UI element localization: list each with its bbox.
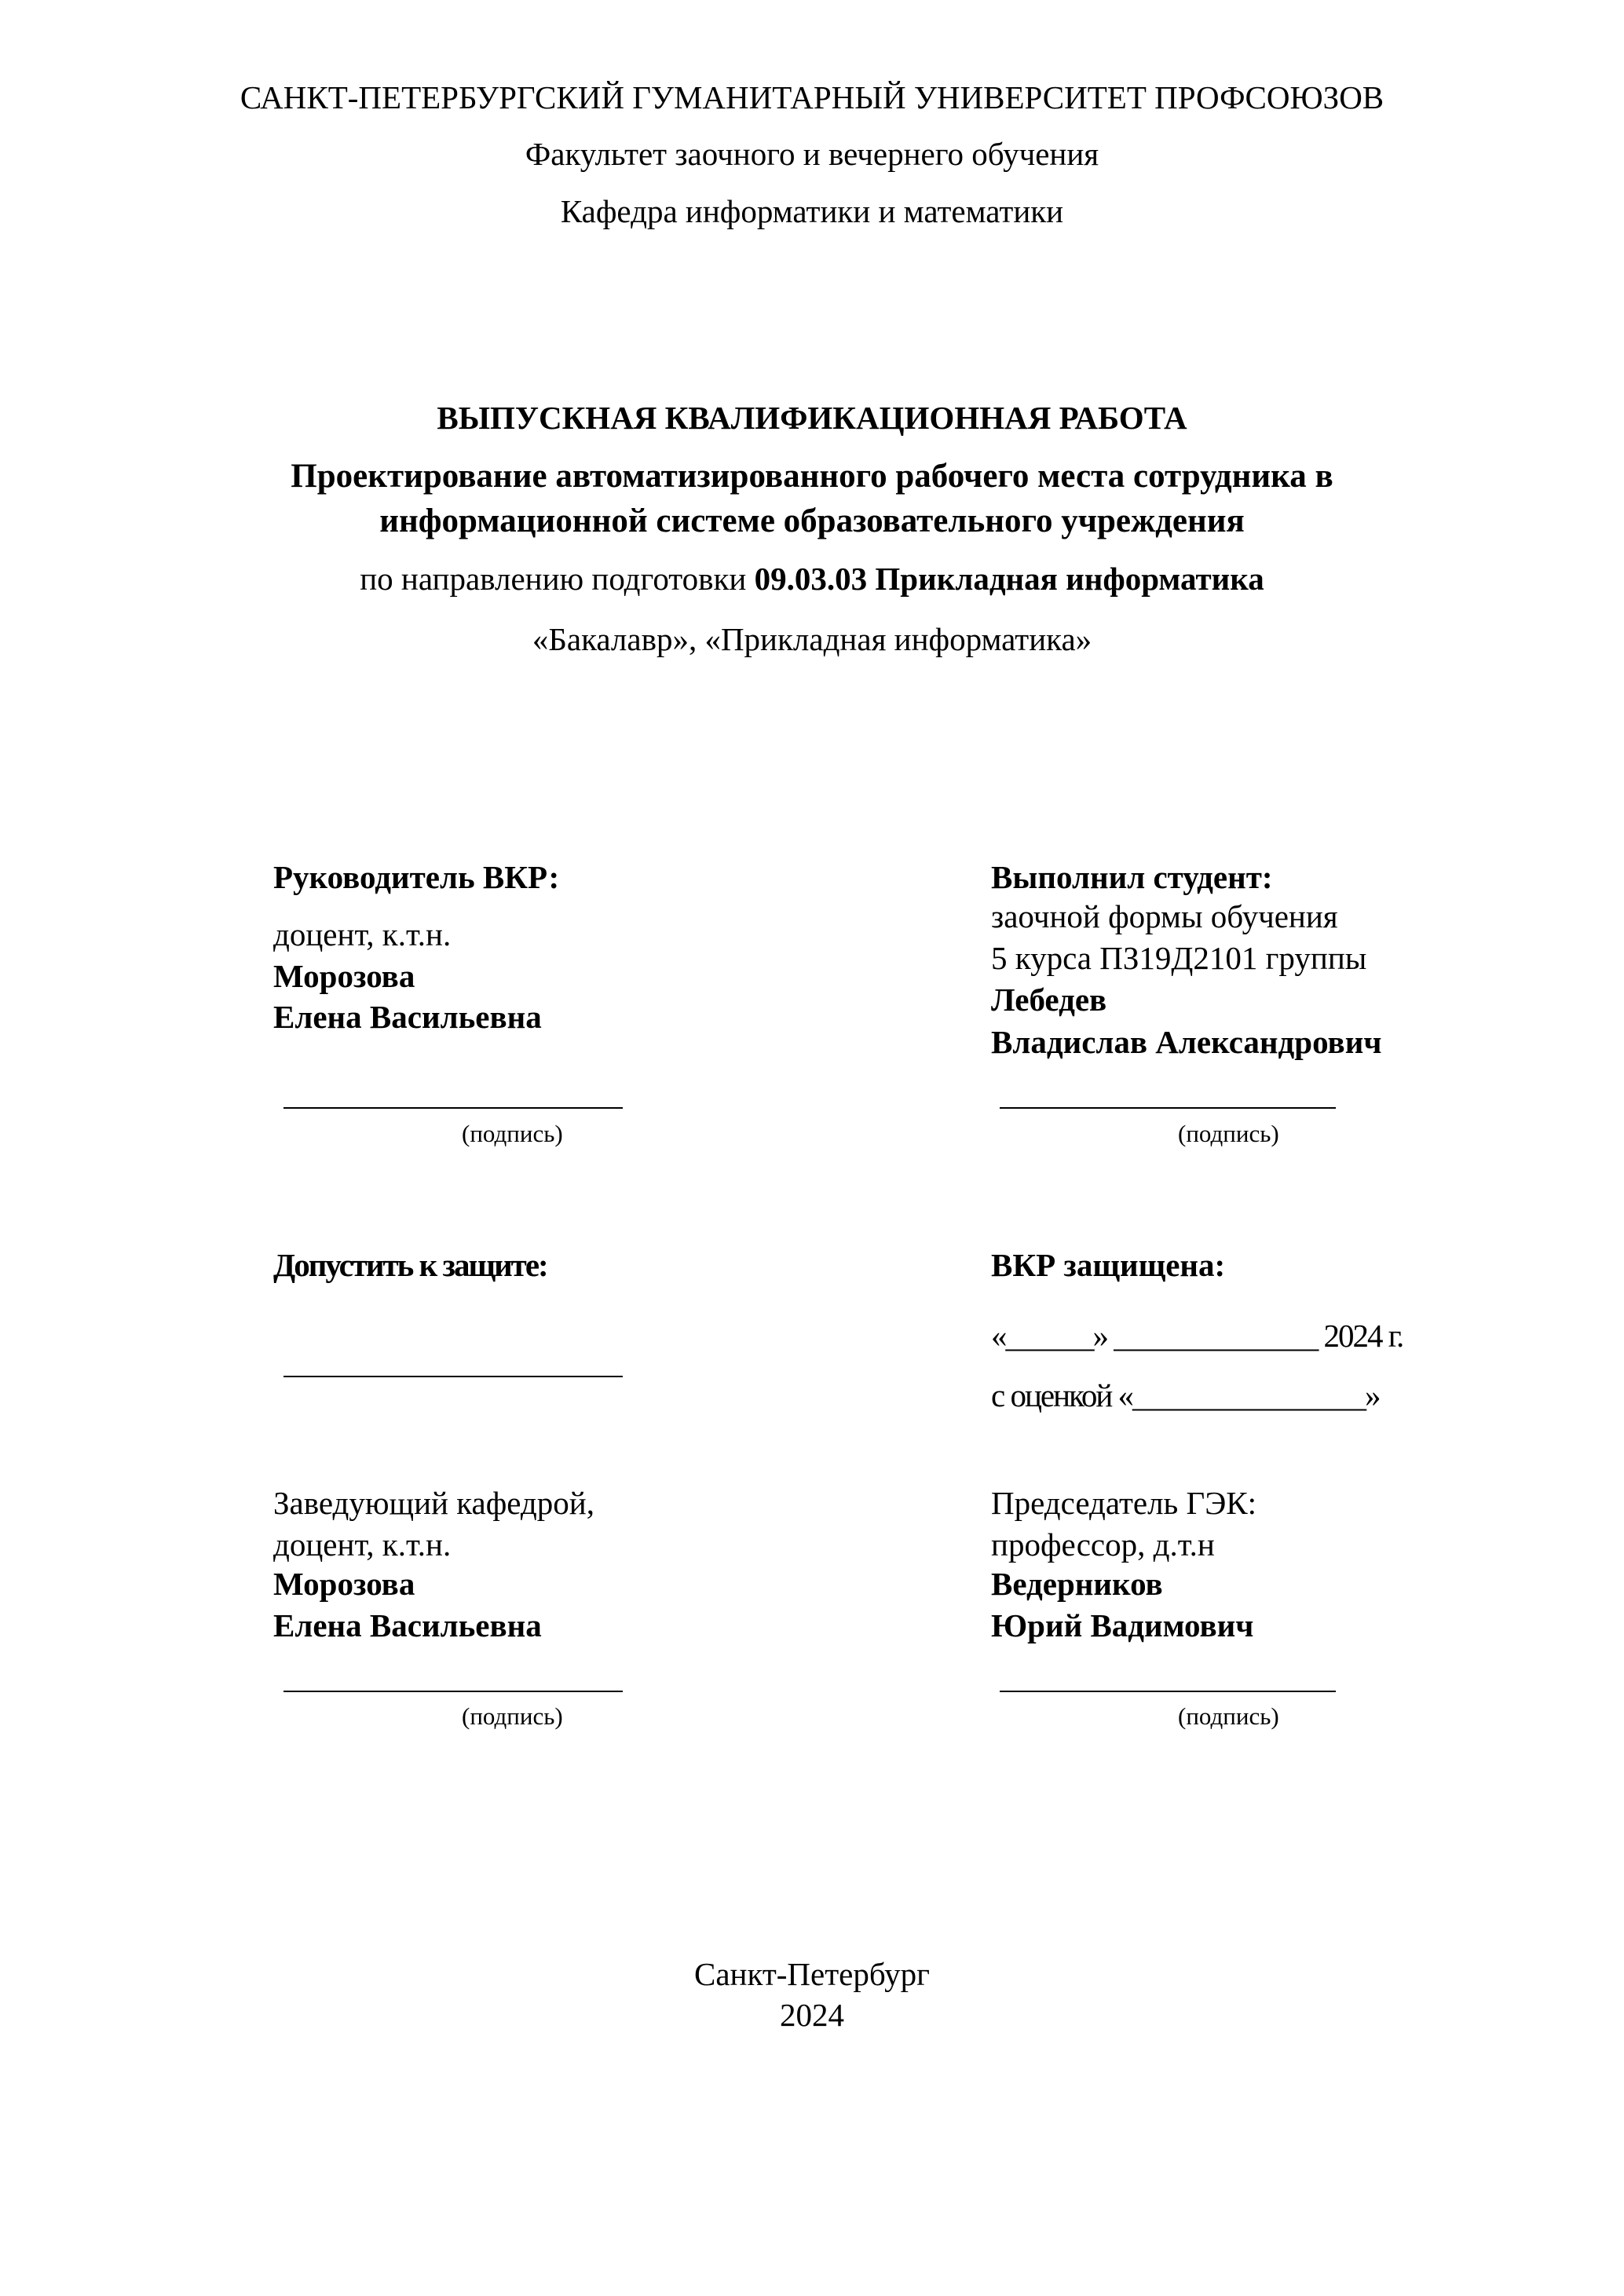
head-label: Заведующий кафедрой,	[273, 1485, 594, 1521]
chairman-surname: Ведерников	[991, 1566, 1163, 1602]
direction-code: 09.03.03 Прикладная информатика	[754, 561, 1264, 597]
work-type: ВЫПУСКНАЯ КВАЛИФИКАЦИОННАЯ РАБОТА	[437, 400, 1187, 436]
student-surname: Лебедев	[991, 982, 1107, 1018]
topic-line-2: информационной системе образовательного учреждения	[379, 503, 1245, 539]
chairman-signature-line	[1000, 1691, 1336, 1692]
direction-line	[0, 559, 1624, 598]
defense-grade: с оценкой «________________»	[991, 1377, 1380, 1413]
supervisor-signature-line	[283, 1107, 623, 1109]
supervisor-surname: Морозова	[273, 958, 415, 994]
chairman-label: Председатель ГЭК:	[991, 1485, 1257, 1521]
chairman-position: профессор, д.т.н	[991, 1526, 1215, 1563]
student-label: Выполнил студент:	[991, 859, 1273, 895]
head-position: доцент, к.т.н.	[273, 1526, 452, 1563]
admission-signature-line	[283, 1376, 623, 1377]
student-group: 5 курса ПЗ19Д2101 группы	[991, 940, 1367, 976]
head-surname: Морозова	[273, 1566, 415, 1602]
chairman-name: Юрий Вадимович	[991, 1607, 1254, 1643]
supervisor-signature-caption: (подпись)	[462, 1120, 563, 1147]
admission-label: Допустить к защите:	[273, 1247, 547, 1283]
topic-line-1: Проектирование автоматизированного рабочего места сотрудника в	[291, 458, 1333, 495]
faculty-name: Факультет заочного и вечернего обучения	[525, 136, 1099, 172]
head-signature-line	[283, 1691, 623, 1692]
supervisor-position: доцент, к.т.н.	[273, 916, 452, 952]
chairman-signature-caption: (подпись)	[1178, 1702, 1279, 1730]
head-signature-caption: (подпись)	[462, 1702, 563, 1730]
profile-line: «Бакалавр», «Прикладная информатика»	[532, 621, 1092, 657]
student-signature-caption: (подпись)	[1178, 1120, 1279, 1147]
student-signature-line	[1000, 1107, 1336, 1109]
defense-date: «______» ______________ 2024 г.	[991, 1318, 1403, 1354]
student-form: заочной формы обучения	[991, 898, 1338, 934]
direction-prefix: по направлению подготовки	[360, 561, 755, 597]
footer-year: 2024	[780, 1997, 844, 2033]
supervisor-name: Елена Васильевна	[273, 999, 542, 1035]
university-name: САНКТ-ПЕТЕРБУРГСКИЙ ГУМАНИТАРНЫЙ УНИВЕРСИТЕТ ПРОФСОЮЗОВ	[240, 79, 1384, 115]
head-name: Елена Васильевна	[273, 1607, 542, 1643]
footer-city: Санкт-Петербург	[694, 1956, 930, 1992]
department-name: Кафедра информатики и математики	[560, 193, 1064, 229]
defense-label: ВКР защищена:	[991, 1247, 1226, 1283]
student-name: Владислав Александрович	[991, 1024, 1382, 1060]
supervisor-label: Руководитель ВКР:	[273, 859, 560, 895]
